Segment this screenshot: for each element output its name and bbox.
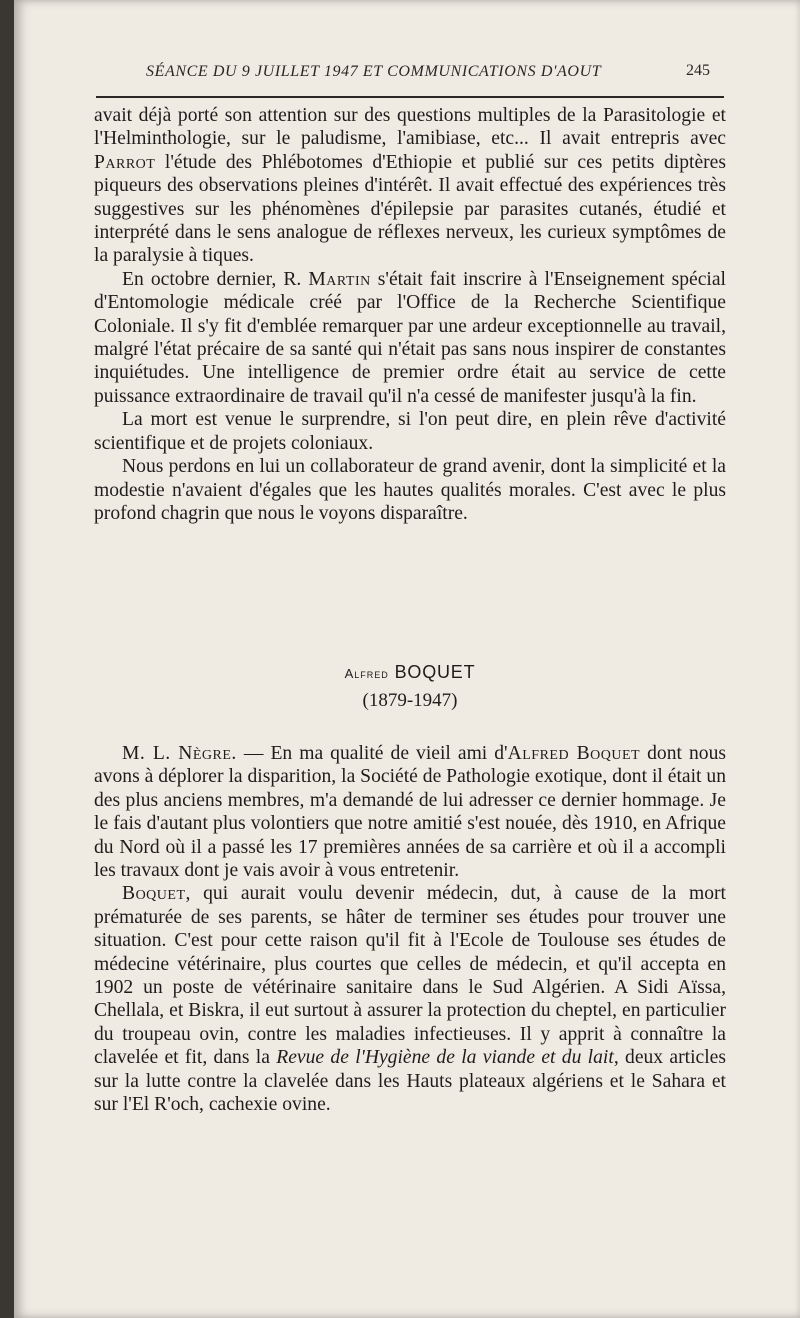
paragraph: La mort est venue le surprendre, si l'on peut dire, en plein rêve d'activité scientifique et de projets coloniaux. [94,409,726,454]
text-run: dont nous avons à déplorer la disparition, la Société de Pathologie exotique, dont il était un des plus anciens membres, m'a demandé de lui adresser ce dernier hommage. Je le fais d'autant plus volontiers que notre amitié s'est nouée, dès 1910, en Afrique du Nord où il a passé les 17 premières années de sa carrière et où il a accompli les travaux dont je vais avoir à vous entretenir. [94,743,726,882]
author-name: Parrot [94,151,156,173]
section-first-name: Alfred [344,666,389,681]
text-run: s'était fait inscrire à l'Enseignement spécial d'Entomologie médicale créé par l'Office de la Recherche Scientifique Coloniale. Il s'y fit d'emblée remarquer par une ardeur exceptionnelle au travail, malgré l'état précaire de sa santé qui n'était pas sans nous inspirer de constantes inquiétudes. Une intelligence de premier ordre était au service de cette puissance extraordinaire de travail qu'il n'a cessé de manifester jusqu'à la fin. [94,268,726,407]
text-run: , qui aurait voulu devenir médecin, dut, à cause de la mort prématurée de ses parents, se hâter de terminer ses études pour trouver une situation. C'est pour cette raison qu'il fit à l'Ecole de Toulouse ses études de médecine vétérinaire, plus courtes que celles de médecin, et qu'il accepta en 1902 un poste de vétérinaire sanitaire dans le Sud Algérien. A Sidi Aïssa, Chellala, et Biskra, il eut surtout à assurer la protection du cheptel, en particulier du troupeau ovin, contre les maladies infectieuses. Il y apprit à connaître la clavelée et fit, dans la [94,883,726,1069]
obituary-martin-continued [94,104,726,525]
running-head: SÉANCE DU 9 JUILLET 1947 ET COMMUNICATIONS D'AOUT [146,63,602,80]
paragraph [94,882,726,1116]
journal-title: Revue de l'Hygiène de la viande et du lait [276,1047,614,1069]
text-run: l'étude des Phlébotomes d'Ethiopie et publié sur ces petits diptères piqueurs des observations pleines d'intérêt. Il avait effectué des expériences très suggestives sur les phénomènes d'épilepsie par parasites cutanés, étudié et interprété dans le sens analogue de réflexes nerveux, les curieux symptômes de la paralysie à tiques. [94,151,726,267]
text-run: avait déjà porté son attention sur des questions multiples de la Parasitologie et l'Helminthologie, sur le paludisme, l'amibiase, etc... Il avait entrepris avec [94,105,726,150]
author-name: Martin [308,268,371,290]
author-name: Alfred Boquet [507,743,641,764]
text-run: , deux articles sur la lutte contre la clavelée dans les Hauts plateaux algériens et le Sahara et sur l'El R'och, cachexie ovine. [94,1047,726,1116]
paragraph [94,104,726,268]
speaker-name: M. L. Nègre. [122,743,237,764]
section-dates: (1879-1947) [362,690,458,711]
header-rule [96,96,724,98]
paragraph: Nous perdons en lui un collaborateur de grand avenir, dont la simplicité et la modestie n'avaient d'égales que les hautes qualités morales. C'est avec le plus profond chagrin que nous le voyons disparaître. [94,456,726,524]
paragraph [94,742,726,882]
paragraph [94,268,726,408]
page-number: 245 [686,62,710,79]
section-last-name: BOQUET [394,662,476,682]
document-page [14,0,800,1318]
text-run: — En ma qualité de vieil ami d' [236,743,508,764]
text-run: En octobre dernier, R. [122,268,309,290]
obituary-boquet [94,742,726,1117]
section-title [94,662,726,683]
author-name: Boquet [122,883,186,905]
